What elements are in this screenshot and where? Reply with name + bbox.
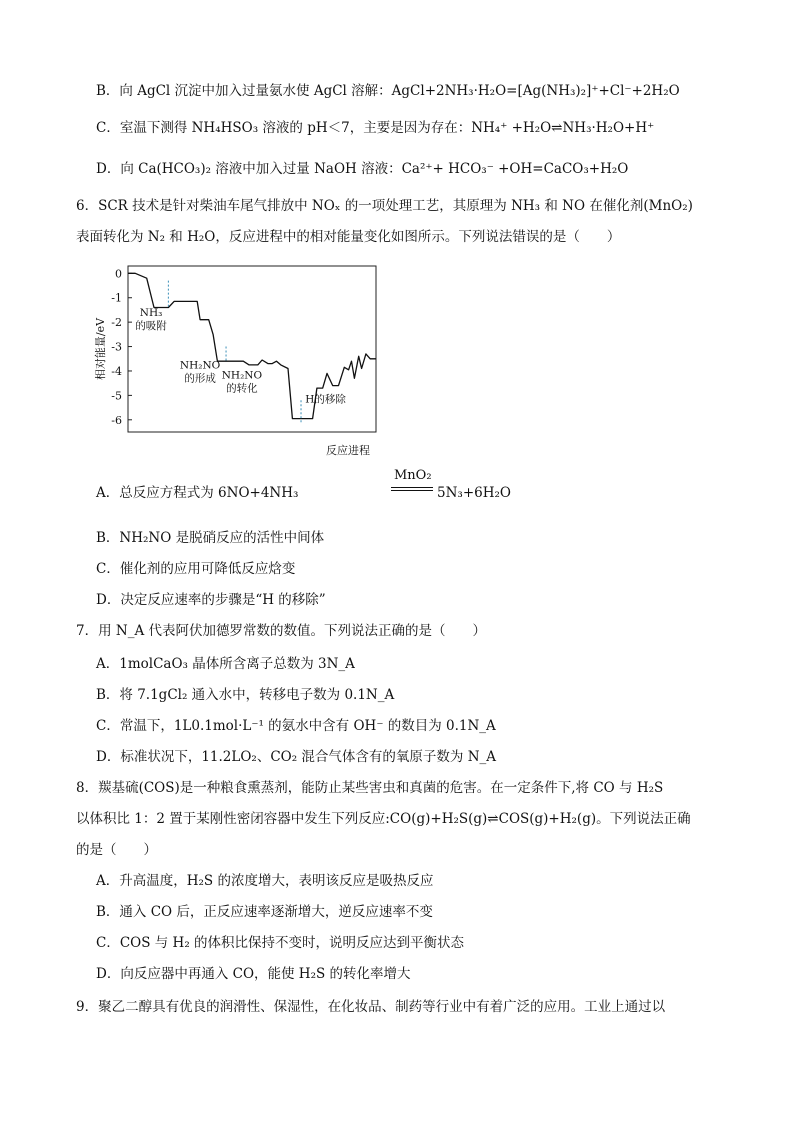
q8-stem-line2: 以体积比 1：2 置于某刚性密闭容器中发生下列反应:CO(g)+H₂S(g)⇌COS(g)+H₂(g)。下列说法正确 [76,811,691,827]
annotation-label: NH₃ [139,307,163,320]
y-tick-label: -5 [111,389,122,403]
energy-profile-chart [90,262,390,460]
plot-frame [128,266,376,432]
q6-option-a-rhs: 5N₃+6H₂O [437,485,511,501]
y-tick-label: -3 [111,340,122,354]
q6-option-a-lhs: A．总反应方程式为 6NO+4NH₃ [96,485,299,501]
q8-option-b: B．通入 CO 后，正反应速率逐渐增大，逆反应速率不变 [96,904,433,920]
catalyst-condition: MnO₂ [394,468,432,483]
q6-option-b: B．NH₂NO 是脱硝反应的活性中间体 [96,530,325,546]
equation-bar-bottom [391,490,433,491]
q8-option-a: A．升高温度，H₂S 的浓度增大，表明该反应是吸热反应 [96,873,434,889]
annotation-label: NH₂NO [221,369,263,382]
q5-option-b: B．向 AgCl 沉淀中加入过量氨水使 AgCl 溶解：AgCl+2NH₃·H₂O=[Ag(NH₃)₂]⁺+Cl⁻+2H₂O [96,83,680,99]
q7-option-a: A．1molCaO₃ 晶体所含离子总数为 3N_A [96,656,355,672]
annotation-label: 的转化 [226,382,258,395]
q7-option-d: D．标准状况下，11.2LO₂、CO₂ 混合气体含有的氧原子数为 N_A [96,749,497,765]
q8-stem-line3: 的是（ ） [76,842,157,858]
q7-option-c: C．常温下，1L0.1mol·L⁻¹ 的氨水中含有 OH⁻ 的数目为 0.1N_A [96,718,496,734]
y-tick-label: -4 [111,364,122,378]
y-tick-label: -2 [111,316,122,330]
y-tick-label: -1 [111,291,122,305]
q8-option-c: C．COS 与 H₂ 的体积比保持不变时，说明反应达到平衡状态 [96,935,465,951]
annotation-label: 的形成 [184,372,216,385]
q5-option-c: C．室温下测得 NH₄HSO₃ 溶液的 pH＜7，主要是因为存在：NH₄⁺ +H₂O⇌NH₃·H₂O+H⁺ [96,120,655,136]
equation-bar-top [391,487,433,488]
annotation-label: H的移除 [305,393,346,406]
q8-stem-line1: 8．羰基硫(COS)是一种粮食熏蒸剂，能防止某些害虫和真菌的危害。在一定条件下,将 CO 与 H₂S [76,780,664,796]
energy-profile-svg [90,262,390,460]
q6-stem-line2: 表面转化为 N₂ 和 H₂O，反应进程中的相对能量变化如图所示。下列说法错误的是（ ） [76,229,621,245]
y-axis-label: 相对能量/eV [94,317,107,381]
q8-option-d: D．向反应器中再通入 CO，能使 H₂S 的转化率增大 [96,966,411,982]
q7-option-b: B．将 7.1gCl₂ 通入水中，转移电子数为 0.1N_A [96,687,395,703]
q5-option-d: D．向 Ca(HCO₃)₂ 溶液中加入过量 NaOH 溶液：Ca²⁺+ HCO₃⁻ +OH=CaCO₃+H₂O [96,161,629,177]
y-tick-label: -6 [111,413,122,427]
q9-stem-line1: 9．聚乙二醇具有优良的润滑性、保湿性，在化妆品、制药等行业中有着广泛的应用。工业上通过以 [76,999,666,1015]
q6-option-d: D．决定反应速率的步骤是“H 的移除” [96,592,326,608]
q6-option-a [96,468,516,508]
y-tick-label: 0 [115,267,122,281]
annotation-label: NH₂NO [179,359,221,372]
x-axis-label: 反应进程 [326,444,370,457]
q7-stem: 7．用 N_A 代表阿伏加德罗常数的数值。下列说法正确的是（ ） [76,623,486,639]
annotation-label: 的吸附 [135,320,167,333]
q6-option-c: C．催化剂的应用可降低反应焓变 [96,561,296,577]
q6-stem-line1: 6．SCR 技术是针对柴油车尾气排放中 NOₓ 的一项处理工艺，其原理为 NH₃ 和 NO 在催化剂(MnO₂) [76,198,693,214]
